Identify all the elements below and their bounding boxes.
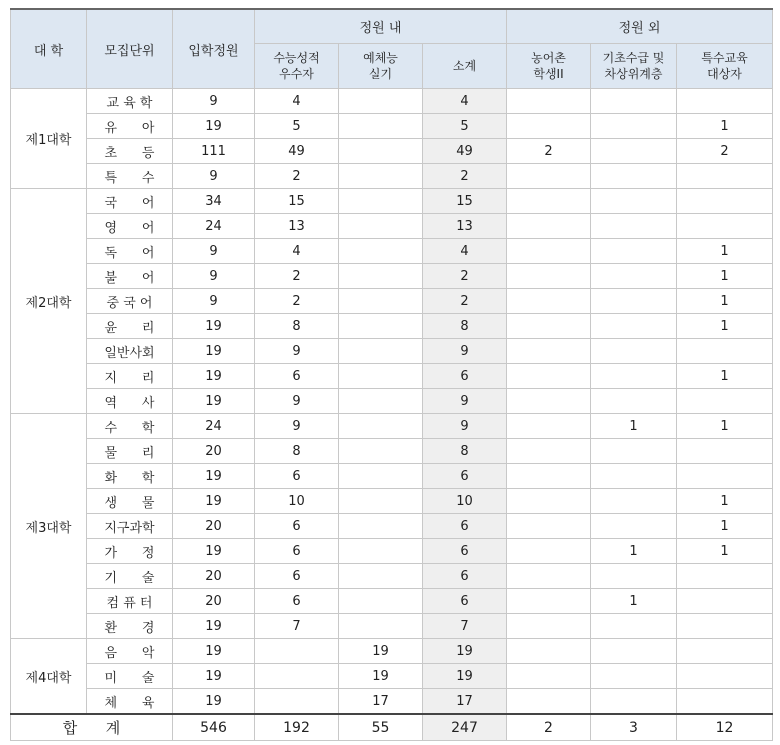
unit-name: 역 사 [87,389,173,414]
cell-rural [507,689,591,715]
cell-basic [591,389,677,414]
cell-suneung: 13 [255,214,339,239]
cell-suneung: 6 [255,464,339,489]
unit-name: 유 아 [87,114,173,139]
cell-art [339,489,423,514]
cell-sub: 8 [423,314,507,339]
header-subtotal: 소계 [423,44,507,89]
cell-quota: 19 [173,489,255,514]
unit-name: 일반사회 [87,339,173,364]
cell-quota: 19 [173,539,255,564]
table-row [11,364,773,389]
cell-art [339,564,423,589]
total-rural: 2 [507,714,591,741]
cell-suneung: 2 [255,164,339,189]
cell-suneung: 9 [255,414,339,439]
cell-sub: 6 [423,514,507,539]
cell-sub: 19 [423,664,507,689]
cell-suneung [255,689,339,715]
cell-sub: 8 [423,439,507,464]
cell-sub: 10 [423,489,507,514]
cell-art [339,114,423,139]
cell-sub: 4 [423,239,507,264]
cell-basic [591,264,677,289]
cell-suneung: 2 [255,264,339,289]
table-header [11,9,773,89]
cell-suneung: 5 [255,114,339,139]
cell-basic [591,339,677,364]
cell-quota: 9 [173,89,255,114]
table-row [11,439,773,464]
cell-sub: 5 [423,114,507,139]
cell-sub: 6 [423,539,507,564]
unit-name: 지 리 [87,364,173,389]
cell-basic [591,89,677,114]
cell-rural [507,664,591,689]
total-art: 55 [339,714,423,741]
unit-name: 미 술 [87,664,173,689]
cell-rural [507,564,591,589]
table-row [11,389,773,414]
cell-art: 19 [339,639,423,664]
unit-name: 환 경 [87,614,173,639]
cell-quota: 19 [173,614,255,639]
cell-sub: 19 [423,639,507,664]
cell-basic: 1 [591,539,677,564]
cell-quota: 9 [173,164,255,189]
cell-suneung: 9 [255,389,339,414]
cell-special: 1 [677,114,773,139]
univ-name: 제4대학 [11,639,87,715]
cell-rural [507,539,591,564]
table-row [11,414,773,439]
cell-quota: 19 [173,389,255,414]
cell-quota: 9 [173,239,255,264]
unit-name: 수 학 [87,414,173,439]
cell-suneung: 15 [255,189,339,214]
cell-rural [507,614,591,639]
cell-rural [507,589,591,614]
univ-name: 제3대학 [11,414,87,639]
table-row [11,314,773,339]
total-quota: 546 [173,714,255,741]
total-special: 12 [677,714,773,741]
cell-basic [591,139,677,164]
cell-art [339,189,423,214]
cell-rural [507,414,591,439]
cell-sub: 7 [423,614,507,639]
cell-basic [591,664,677,689]
cell-art [339,264,423,289]
cell-basic [591,689,677,715]
cell-rural [507,214,591,239]
table-row [11,514,773,539]
cell-sub: 4 [423,89,507,114]
cell-special [677,614,773,639]
cell-special [677,664,773,689]
cell-special [677,189,773,214]
cell-sub: 15 [423,189,507,214]
cell-basic [591,464,677,489]
cell-suneung: 6 [255,564,339,589]
cell-quota: 19 [173,639,255,664]
cell-quota: 20 [173,589,255,614]
cell-special: 1 [677,514,773,539]
cell-quota: 20 [173,514,255,539]
cell-art [339,414,423,439]
cell-basic [591,564,677,589]
table-row [11,689,773,715]
cell-suneung: 9 [255,339,339,364]
cell-quota: 19 [173,114,255,139]
cell-art [339,589,423,614]
cell-art [339,389,423,414]
unit-name: 지구과학 [87,514,173,539]
cell-quota: 111 [173,139,255,164]
cell-quota: 19 [173,689,255,715]
cell-quota: 19 [173,464,255,489]
cell-art [339,339,423,364]
cell-quota: 19 [173,664,255,689]
cell-art [339,89,423,114]
unit-name: 교 육 학 [87,89,173,114]
total-suneung: 192 [255,714,339,741]
cell-suneung: 6 [255,539,339,564]
cell-sub: 49 [423,139,507,164]
table-row [11,289,773,314]
cell-art [339,289,423,314]
cell-special [677,564,773,589]
cell-basic [591,239,677,264]
cell-special [677,89,773,114]
unit-name: 컴 퓨 터 [87,589,173,614]
cell-quota: 24 [173,214,255,239]
cell-basic: 1 [591,589,677,614]
unit-name: 국 어 [87,189,173,214]
unit-name: 기 술 [87,564,173,589]
header-unit: 모집단위 [87,9,173,89]
cell-rural [507,114,591,139]
cell-quota: 9 [173,264,255,289]
cell-special [677,214,773,239]
cell-rural [507,639,591,664]
cell-suneung [255,664,339,689]
cell-rural [507,489,591,514]
cell-suneung: 10 [255,489,339,514]
cell-sub: 6 [423,589,507,614]
cell-suneung: 6 [255,589,339,614]
cell-rural [507,439,591,464]
table-row [11,539,773,564]
cell-art: 17 [339,689,423,715]
cell-sub: 2 [423,264,507,289]
cell-rural [507,314,591,339]
header-art: 예체능 실기 [339,44,423,89]
cell-basic [591,189,677,214]
univ-name: 제1대학 [11,89,87,189]
cell-suneung: 4 [255,239,339,264]
cell-special [677,689,773,715]
cell-quota: 9 [173,289,255,314]
cell-sub: 2 [423,289,507,314]
cell-basic [591,639,677,664]
cell-basic [591,289,677,314]
cell-special: 1 [677,314,773,339]
cell-rural [507,364,591,389]
total-label: 합 계 [11,714,173,741]
cell-special [677,439,773,464]
header-quota: 입학정원 [173,9,255,89]
cell-special: 1 [677,239,773,264]
table-row [11,339,773,364]
cell-basic [591,439,677,464]
cell-suneung: 49 [255,139,339,164]
cell-suneung: 8 [255,314,339,339]
unit-name: 음 악 [87,639,173,664]
cell-art [339,164,423,189]
table-row [11,164,773,189]
cell-special: 1 [677,364,773,389]
cell-special [677,389,773,414]
cell-rural: 2 [507,139,591,164]
cell-basic [591,364,677,389]
table-row [11,464,773,489]
cell-suneung: 4 [255,89,339,114]
cell-art [339,539,423,564]
header-suneung: 수능성적 우수자 [255,44,339,89]
cell-suneung: 2 [255,289,339,314]
cell-quota: 19 [173,364,255,389]
header-basic: 기초수급 및 차상위계층 [591,44,677,89]
cell-art [339,239,423,264]
table-row [11,489,773,514]
cell-special: 1 [677,489,773,514]
table-row [11,564,773,589]
cell-quota: 20 [173,564,255,589]
table-row [11,639,773,664]
unit-name: 중 국 어 [87,289,173,314]
cell-quota: 34 [173,189,255,214]
table-row [11,614,773,639]
cell-sub: 9 [423,389,507,414]
unit-name: 특 수 [87,164,173,189]
table-row [11,664,773,689]
cell-basic: 1 [591,414,677,439]
admissions-table [10,8,773,741]
cell-basic [591,314,677,339]
cell-sub: 2 [423,164,507,189]
cell-special: 1 [677,264,773,289]
cell-quota: 24 [173,414,255,439]
cell-basic [591,489,677,514]
table-row [11,264,773,289]
header-univ: 대 학 [11,9,87,89]
cell-basic [591,514,677,539]
cell-art [339,439,423,464]
cell-special [677,339,773,364]
cell-basic [591,214,677,239]
unit-name: 영 어 [87,214,173,239]
cell-rural [507,289,591,314]
cell-rural [507,189,591,214]
cell-quota: 20 [173,439,255,464]
table-row [11,89,773,114]
cell-suneung: 6 [255,514,339,539]
cell-sub: 13 [423,214,507,239]
cell-suneung: 8 [255,439,339,464]
cell-sub: 9 [423,339,507,364]
table-row [11,139,773,164]
cell-suneung: 7 [255,614,339,639]
cell-special [677,464,773,489]
cell-rural [507,389,591,414]
cell-art: 19 [339,664,423,689]
header-special: 특수교육 대상자 [677,44,773,89]
total-basic: 3 [591,714,677,741]
cell-suneung [255,639,339,664]
table-row [11,589,773,614]
cell-sub: 9 [423,414,507,439]
cell-basic [591,114,677,139]
cell-special: 1 [677,539,773,564]
header-outside-group: 정원 외 [507,9,773,44]
cell-rural [507,514,591,539]
unit-name: 독 어 [87,239,173,264]
cell-art [339,614,423,639]
unit-name: 생 물 [87,489,173,514]
cell-art [339,314,423,339]
cell-basic [591,164,677,189]
cell-art [339,514,423,539]
cell-basic [591,614,677,639]
cell-art [339,139,423,164]
cell-quota: 19 [173,314,255,339]
cell-special [677,589,773,614]
cell-rural [507,89,591,114]
cell-rural [507,339,591,364]
unit-name: 윤 리 [87,314,173,339]
cell-quota: 19 [173,339,255,364]
header-rural: 농어촌 학생II [507,44,591,89]
cell-special [677,164,773,189]
header-within-group: 정원 내 [255,9,507,44]
unit-name: 물 리 [87,439,173,464]
unit-name: 가 정 [87,539,173,564]
unit-name: 초 등 [87,139,173,164]
cell-rural [507,164,591,189]
unit-name: 화 학 [87,464,173,489]
cell-art [339,214,423,239]
table-row [11,239,773,264]
table-footer [11,714,773,741]
cell-special: 1 [677,414,773,439]
cell-sub: 17 [423,689,507,715]
table-body [11,89,773,715]
unit-name: 불 어 [87,264,173,289]
unit-name: 체 육 [87,689,173,715]
cell-suneung: 6 [255,364,339,389]
cell-special: 2 [677,139,773,164]
cell-rural [507,464,591,489]
univ-name: 제2대학 [11,189,87,414]
total-subtotal: 247 [423,714,507,741]
cell-sub: 6 [423,364,507,389]
cell-special [677,639,773,664]
cell-art [339,464,423,489]
cell-rural [507,264,591,289]
cell-art [339,364,423,389]
cell-sub: 6 [423,564,507,589]
table-row [11,214,773,239]
cell-special: 1 [677,289,773,314]
table-row [11,114,773,139]
cell-sub: 6 [423,464,507,489]
cell-rural [507,239,591,264]
table-row [11,189,773,214]
